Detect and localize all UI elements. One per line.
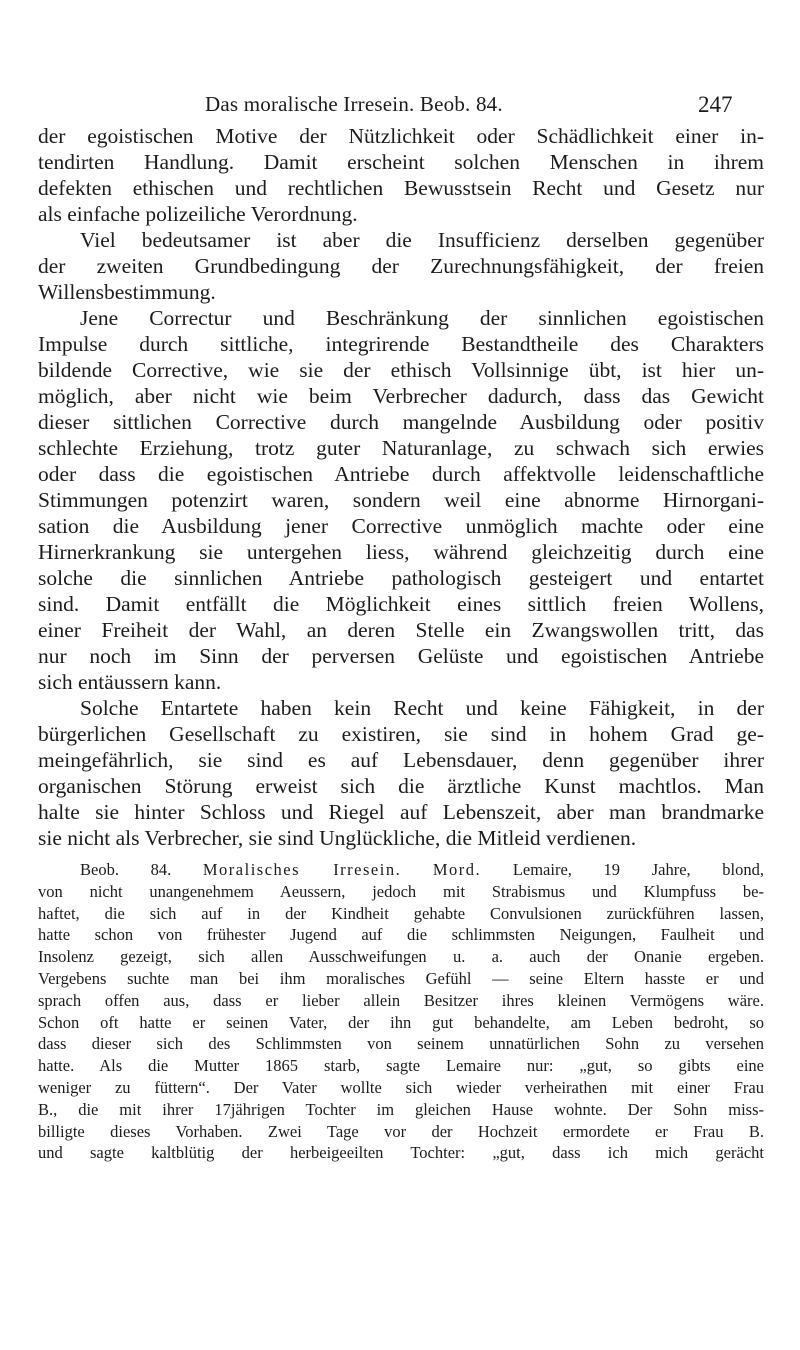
case-number: Beob. 84. xyxy=(80,860,172,879)
note-line: und sagte kaltblütig der herbeigeeilten Tochter: „gut, dass ich mich gerächt xyxy=(38,1143,764,1163)
case-diagnosis: Moralisches Irresein. xyxy=(202,860,402,879)
text-line: oder dass die egoistischen Antriebe durch affektvolle leidenschaftliche xyxy=(38,462,764,486)
note-line: von nicht unangenehmem Aeussern, jedoch mit Strabismus und Klumpfuss be- xyxy=(38,881,764,901)
note-line: Vergebens suchte man bei ihm moralisches Gefühl — seine Eltern hasste er und xyxy=(38,968,764,988)
text-line: solche die sinnlichen Antriebe pathologisch gesteigert und entartet xyxy=(38,566,764,590)
text-line: Hirnerkrankung sie untergehen liess, während gleichzeitig durch eine xyxy=(38,540,764,564)
note-line: weniger zu füttern“. Der Vater wollte sich wieder verheirathen mit einer Frau xyxy=(38,1077,764,1097)
body-text xyxy=(38,123,764,1164)
case-subject: Lemaire, 19 Jahre, blond, xyxy=(512,860,764,879)
text-line: sie nicht als Verbrecher, sie sind Unglückliche, die Mitleid verdienen. xyxy=(38,826,637,850)
text-line: tendirten Handlung. Damit erscheint solchen Menschen in ihrem xyxy=(38,150,764,174)
text-line: sation die Ausbildung jener Corrective unmöglich machte oder eine xyxy=(38,514,764,538)
paragraph-first-line: Jene Correctur und Beschränkung der sinnlichen egoistischen xyxy=(80,306,764,330)
text-line: Stimmungen potenzirt waren, sondern weil eine abnorme Hirnorgani- xyxy=(38,488,764,512)
text-line: defekten ethischen und rechtlichen Bewusstsein Recht und Gesetz nur xyxy=(38,176,764,200)
text-line: organischen Störung erweist sich die ärztliche Kunst machtlos. Man xyxy=(38,774,764,798)
note-line: haftet, die sich auf in der Kindheit gehabte Convulsionen zurückführen lassen, xyxy=(38,903,764,923)
note-line: dass dieser sich des Schlimmsten von seinem unnatürlichen Sohn zu versehen xyxy=(38,1034,764,1054)
text-line: einer Freiheit der Wahl, an deren Stelle ein Zwangswollen tritt, das xyxy=(38,618,764,642)
note-line: B., die mit ihrer 17jährigen Tochter im gleichen Hause wohnte. Der Sohn miss- xyxy=(38,1099,764,1119)
running-title: Das moralische Irresein. Beob. 84. xyxy=(205,92,503,116)
text-line: bildende Corrective, wie sie der ethisch Vollsinnige übt, ist hier un- xyxy=(38,358,764,382)
paragraph-first-line: Solche Entartete haben kein Recht und keine Fähigkeit, in der xyxy=(80,696,764,720)
case-note-heading xyxy=(38,859,764,881)
text-line: möglich, aber nicht wie beim Verbrecher dadurch, dass das Gewicht xyxy=(38,384,764,408)
text-line: der egoistischen Motive der Nützlichkeit oder Schädlichkeit einer in- xyxy=(38,124,764,148)
note-line: sprach offen aus, dass er lieber allein Besitzer ihres kleinen Vermögens wäre. xyxy=(38,990,764,1010)
text-line: Willensbestimmung. xyxy=(38,280,216,304)
text-line: als einfache polizeiliche Verordnung. xyxy=(38,202,358,226)
text-line: bürgerlichen Gesellschaft zu existiren, sie sind in hohem Grad ge- xyxy=(38,722,764,746)
text-line: sind. Damit entfällt die Möglichkeit eines sittlich freien Wollens, xyxy=(38,592,764,616)
paragraph-first-line: Viel bedeutsamer ist aber die Insufficienz derselben gegenüber xyxy=(80,228,764,252)
text-line: schlechte Erziehung, trotz guter Naturanlage, zu schwach sich erwies xyxy=(38,436,764,460)
note-line: Insolenz gezeigt, sich allen Ausschweifungen u. a. auch der Onanie ergeben. xyxy=(38,947,764,967)
text-line: der zweiten Grundbedingung der Zurechnungsfähigkeit, der freien xyxy=(38,254,764,278)
page-number: 247 xyxy=(698,92,733,117)
note-line: Schon oft hatte er seinen Vater, der ihn gut behandelte, am Leben bedroht, so xyxy=(38,1012,764,1032)
note-line: billigte dieses Vorhaben. Zwei Tage vor der Hochzeit ermordete er Frau B. xyxy=(38,1121,764,1141)
text-line: meingefährlich, sie sind es auf Lebensdauer, denn gegenüber ihrer xyxy=(38,748,764,772)
text-line: nur noch im Sinn der perversen Gelüste und egoistischen Antriebe xyxy=(38,644,764,668)
text-line: Impulse durch sittliche, integrirende Bestandtheile des Charakters xyxy=(38,332,764,356)
text-line: sich entäussern kann. xyxy=(38,670,222,694)
case-note xyxy=(38,859,764,1164)
case-offense: Mord. xyxy=(432,860,482,879)
note-line: hatte. Als die Mutter 1865 starb, sagte Lemaire nur: „gut, so gibts eine xyxy=(38,1056,764,1076)
text-line: halte sie hinter Schloss und Riegel auf Lebenszeit, aber man brandmarke xyxy=(38,800,764,824)
text-line: dieser sittlichen Corrective durch mangelnde Ausbildung oder positiv xyxy=(38,410,764,434)
note-line: hatte schon von frühester Jugend auf die schlimmsten Neigungen, Faulheit und xyxy=(38,925,764,945)
running-head xyxy=(0,92,800,122)
